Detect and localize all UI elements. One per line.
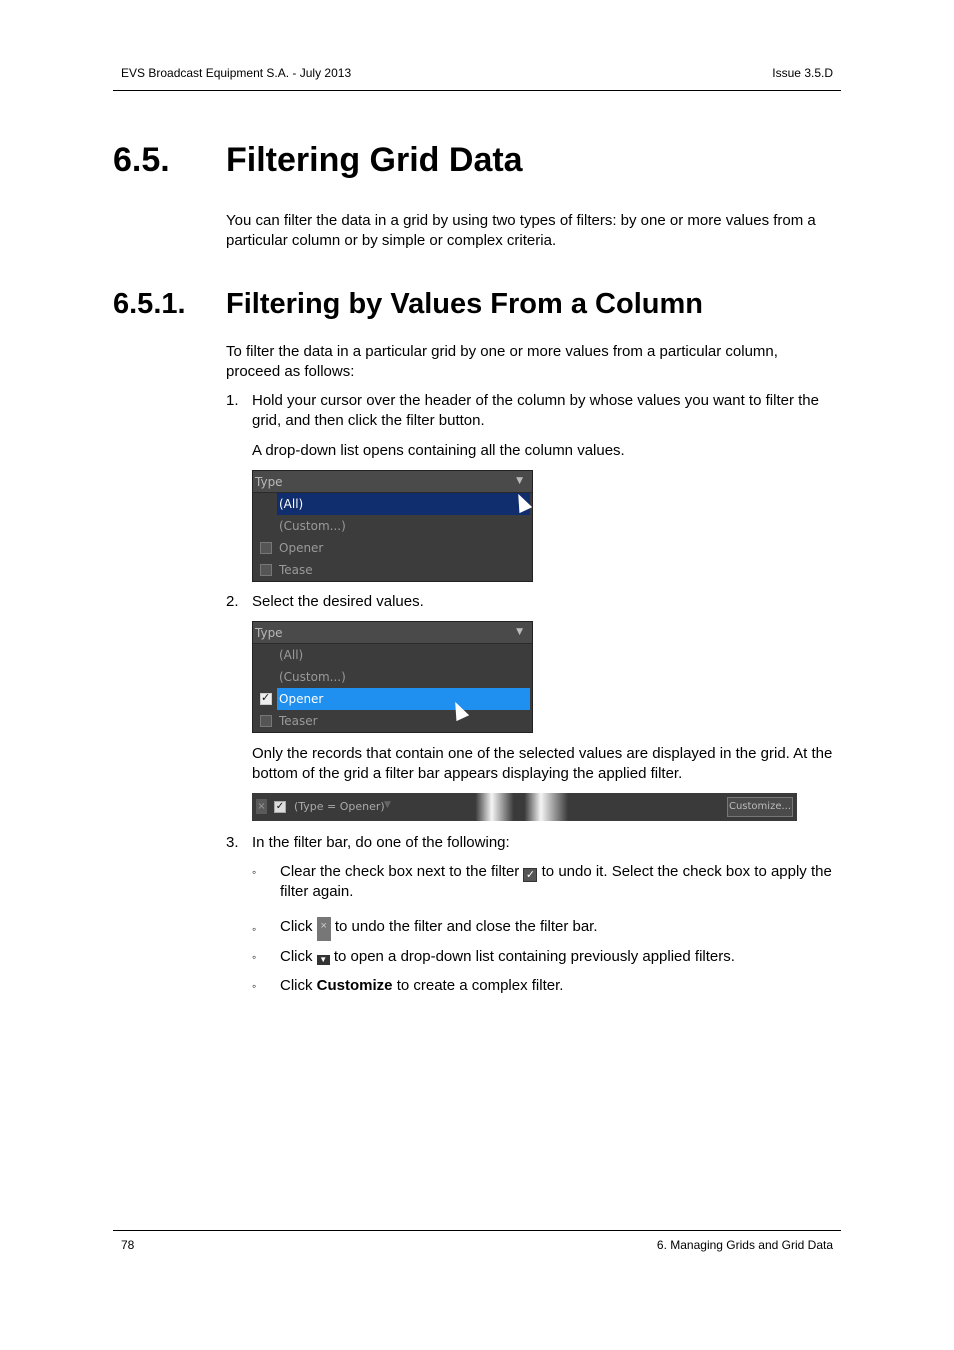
footer-chapter: 6. Managing Grids and Grid Data: [656, 1238, 833, 1252]
dropdown-screenshot-1: [252, 470, 533, 582]
step-1-number: 1.: [226, 392, 239, 409]
list-item-all: (All): [253, 493, 532, 515]
step-2-number: 2.: [226, 593, 239, 610]
subsection-title: Filtering by Values From a Column: [226, 288, 703, 320]
header-rule: [113, 90, 841, 91]
list-item-custom: (Custom...): [279, 519, 346, 533]
header-right: Issue 3.5.D: [772, 66, 833, 80]
option-3: Click ▼ to open a drop-down list containing previously applied filters.: [280, 948, 735, 965]
section-title: Filtering Grid Data: [226, 141, 523, 179]
dropdown-arrow-icon: ▼: [317, 955, 330, 965]
column-header-label: Type: [255, 626, 283, 640]
checkbox-icon: [260, 564, 272, 576]
filter-icon: ▼: [516, 627, 523, 637]
step-2-text: Select the desired values.: [252, 593, 424, 610]
step-1-result: A drop-down list opens containing all the column values.: [252, 442, 625, 459]
option-4: Click Customize to create a complex filter.: [280, 977, 564, 994]
option-2: Click × to undo the filter and close the filter bar.: [280, 912, 841, 942]
bullet-3: ◦: [252, 950, 257, 964]
section-intro: You can filter the data in a grid by using two types of filters: by one or more values from a particular column or by simple or complex criteria.: [226, 212, 816, 249]
dropdown-screenshot-2: [252, 621, 533, 733]
filter-icon: ▼: [516, 476, 523, 486]
checkbox-icon: [260, 715, 272, 727]
column-header: [253, 622, 532, 644]
checkbox-icon: ✓: [523, 868, 537, 882]
page-number: 78: [121, 1238, 135, 1252]
step-1-text: Hold your cursor over the header of the column by whose values you want to filter the grid, and then click the filter button.: [252, 392, 819, 429]
list-item-all: (All): [279, 648, 304, 662]
checkbox-checked-icon: [260, 693, 272, 705]
checkbox-checked-icon: ✓: [275, 801, 285, 812]
header-left: EVS Broadcast Equipment S.A. - July 2013: [121, 66, 352, 80]
filter-text: (Type = Opener): [294, 800, 385, 813]
list-item-custom: (Custom...): [279, 670, 346, 684]
column-header-label: Type: [255, 475, 283, 489]
list-item-opener: ✓ Opener: [253, 688, 532, 710]
bullet-2: ◦: [252, 922, 257, 936]
customize-button: Customize...: [727, 797, 793, 817]
close-icon: ×: [257, 801, 266, 812]
step-3-number: 3.: [226, 834, 239, 851]
checkbox-icon: [260, 542, 272, 554]
dropdown-arrow-icon: ▼: [384, 800, 391, 810]
filter-bar-screenshot: [252, 793, 797, 821]
column-header: [253, 471, 532, 493]
bullet-1: ◦: [252, 865, 257, 879]
step-3-text: In the filter bar, do one of the following:: [252, 834, 510, 851]
list-item-tease: Tease: [253, 559, 532, 581]
list-item-teaser: Teaser: [253, 710, 532, 732]
option-1: Clear the check box next to the filter ✓ to undo it. Select the check box to apply the filter again.: [280, 863, 832, 900]
section-number: 6.5.: [113, 141, 170, 179]
close-icon: ×: [317, 917, 331, 941]
subsection-intro: To filter the data in a particular grid by one or more values from a particular column, proceed as follows:: [226, 343, 778, 380]
step-2-result: Only the records that contain one of the selected values are displayed in the grid. At the bottom of the grid a filter bar appears displaying the applied filter.: [252, 745, 833, 782]
footer-rule: [113, 1230, 841, 1231]
bullet-4: ◦: [252, 979, 257, 993]
subsection-number: 6.5.1.: [113, 288, 186, 320]
list-item-opener: Opener: [253, 537, 532, 559]
